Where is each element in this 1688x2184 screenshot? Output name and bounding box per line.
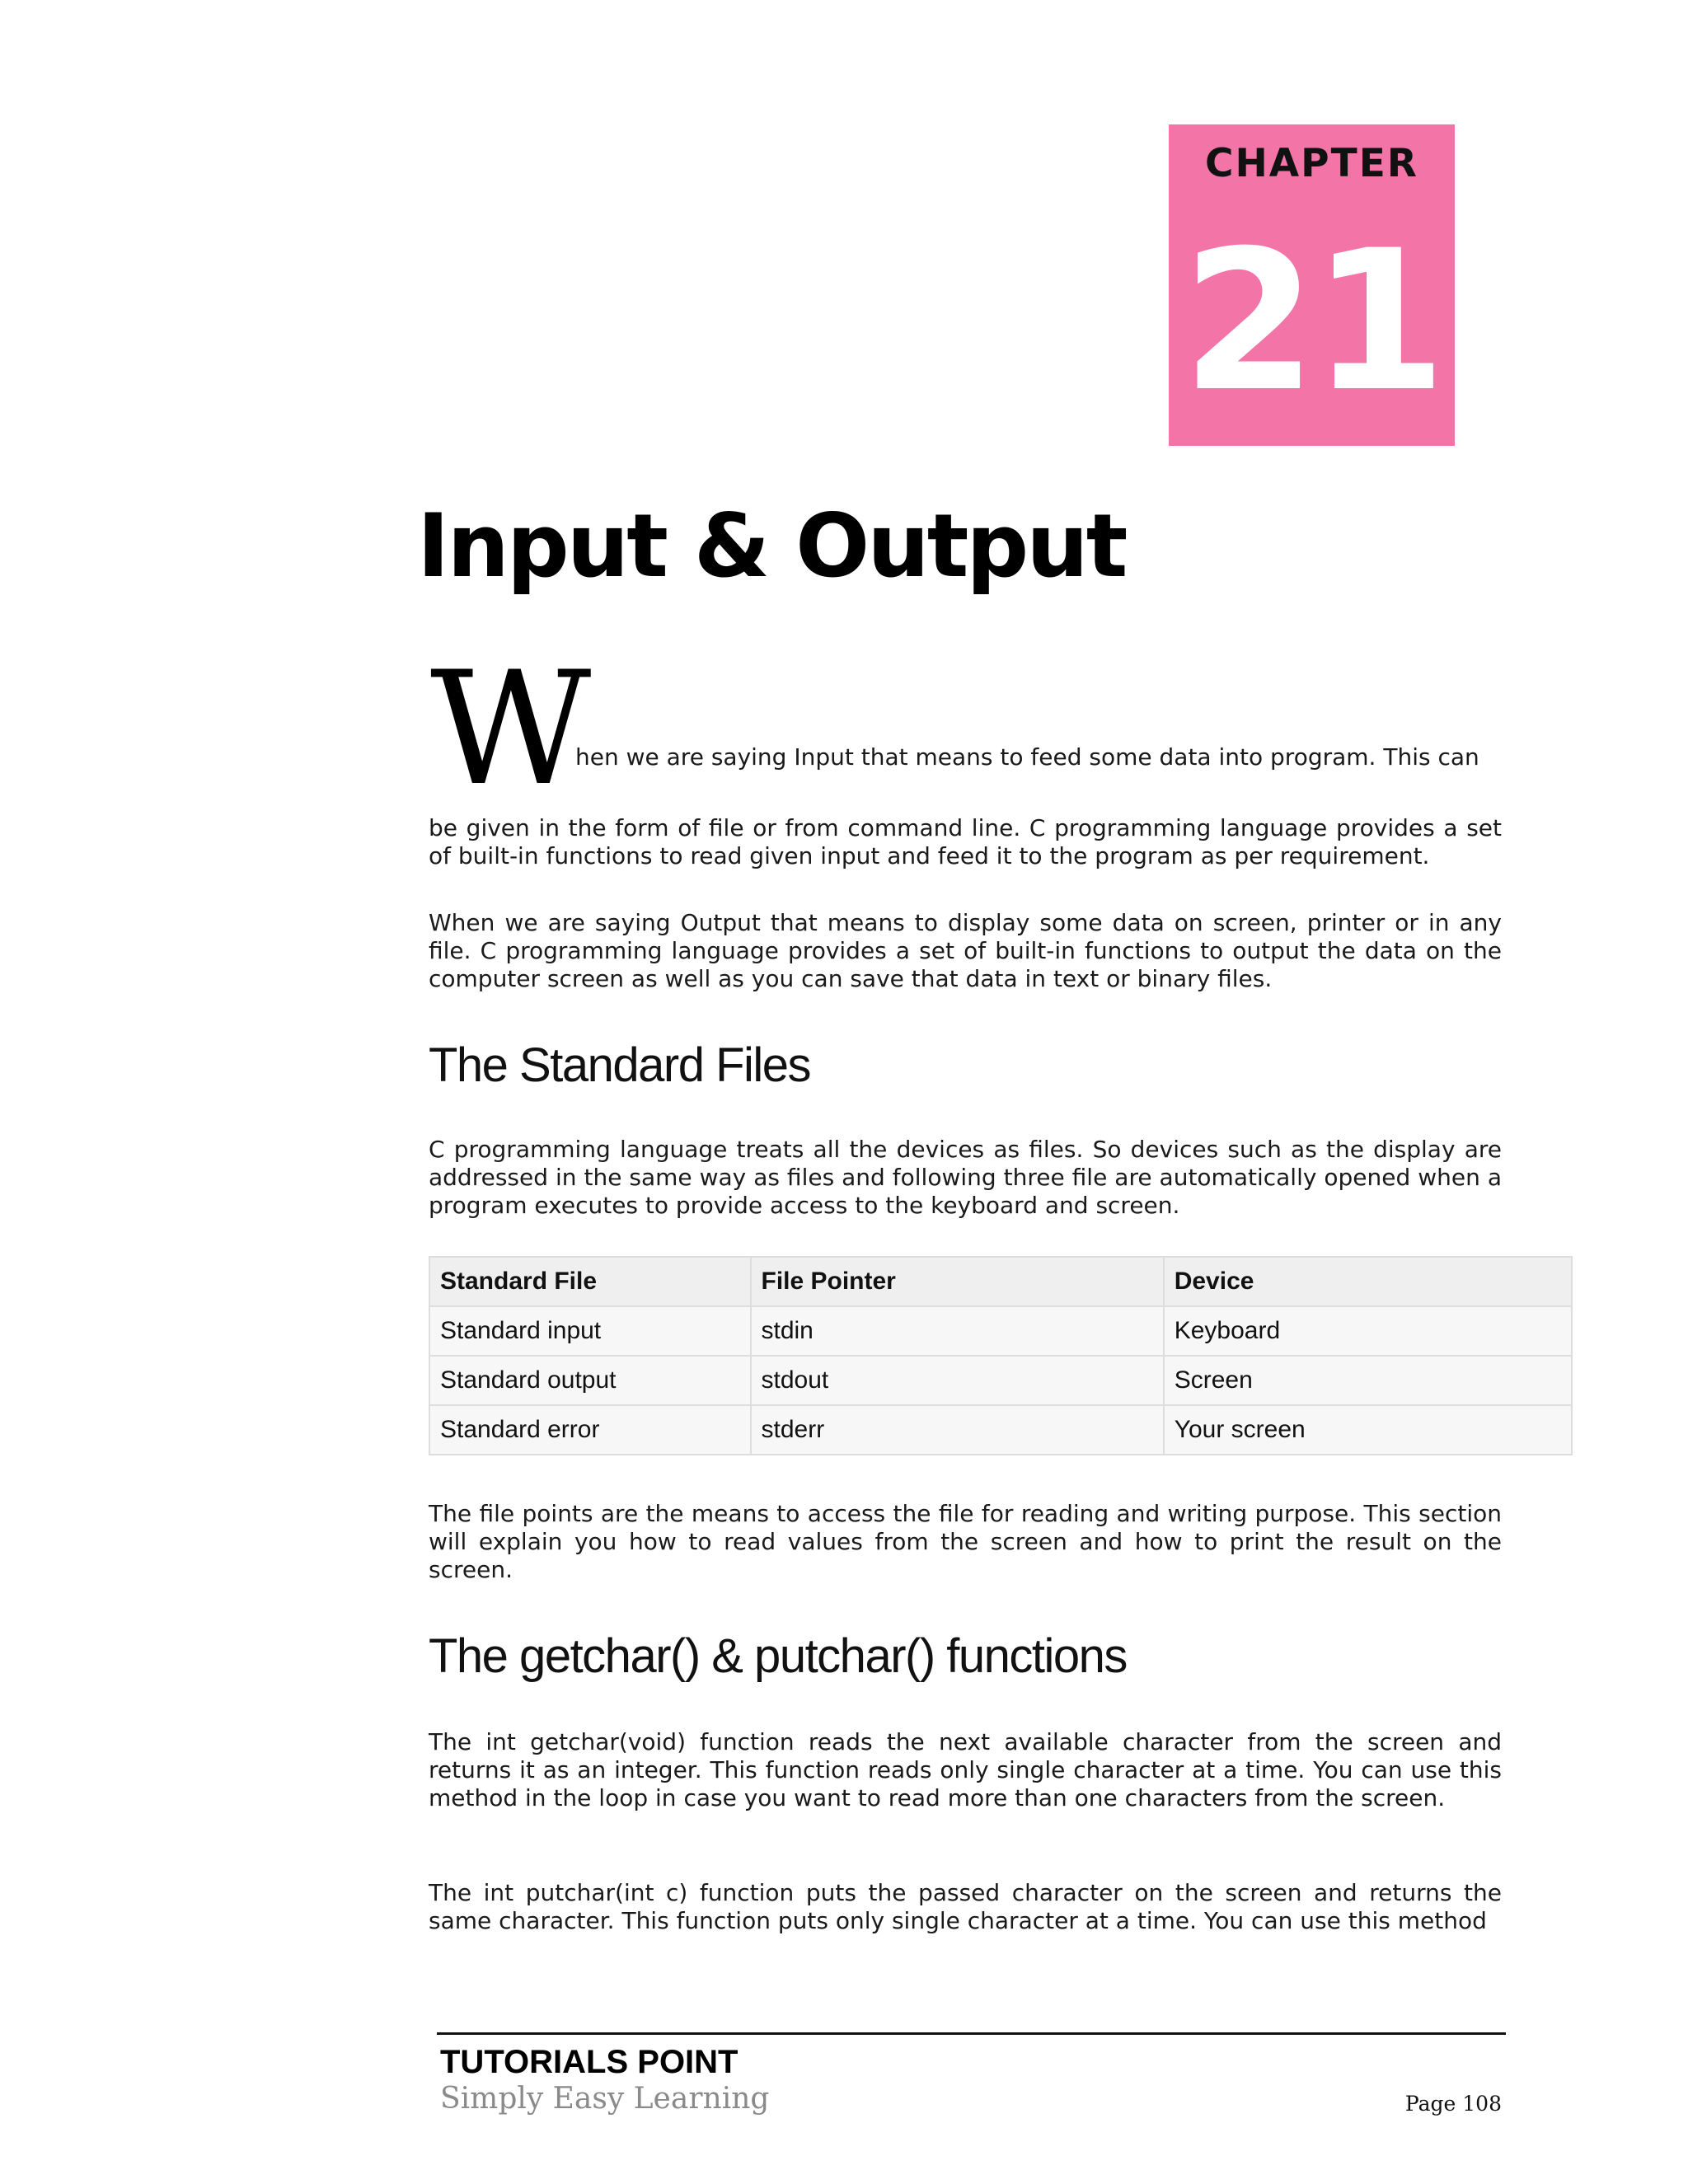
intro-paragraph: be given in the form of file or from command line. C programming language provides a set of built-in functions to read given input and feed it to the program as per requirement. (429, 814, 1502, 869)
table-header-cell: File Pointer (751, 1257, 1164, 1306)
page-number: Page 108 (1404, 2092, 1502, 2116)
table-cell: Screen (1164, 1356, 1572, 1405)
table-cell: stdout (751, 1356, 1164, 1405)
getchar-paragraph: The int getchar(void) function reads the next available character from the screen and returns it as an integer. This function reads only single character at a time. You can use this method in the loop in case you want to read more than one characters from the screen. (429, 1728, 1502, 1811)
standard-files-paragraph: C programming language treats all the devices as files. So devices such as the display are addressed in the same way as files and following three file are automatically opened when a program executes to provide access to the keyboard and screen. (429, 1136, 1502, 1219)
table-cell: Standard error (429, 1405, 751, 1455)
footer-tagline: Simply Easy Learning (440, 2082, 770, 2116)
output-paragraph: When we are saying Output that means to display some data on screen, printer or in any file. C programming language provides a set of built-in functions to output the data on the computer screen as well as you can save that data in text or binary files. (429, 909, 1502, 992)
table-row (429, 1306, 1572, 1356)
table-header-row (429, 1257, 1572, 1306)
table-cell: stdin (751, 1306, 1164, 1356)
table-cell: Keyboard (1164, 1306, 1572, 1356)
table-cell: stderr (751, 1405, 1164, 1455)
footer-divider (437, 2032, 1506, 2035)
table-header-cell: Standard File (429, 1257, 751, 1306)
footer-brand: TUTORIALS POINT (440, 2044, 738, 2080)
file-pointer-paragraph: The file points are the means to access the file for reading and writing purpose. This section will explain you how to read values from the screen and how to print the result on the screen. (429, 1500, 1502, 1583)
table-cell: Standard input (429, 1306, 751, 1356)
table-row (429, 1356, 1572, 1405)
standard-files-table (429, 1256, 1573, 1455)
putchar-paragraph: The int putchar(int c) function puts the passed character on the screen and returns the same character. This function puts only single character at a time. You can use this method (429, 1879, 1502, 1934)
table-cell: Standard output (429, 1356, 751, 1405)
section-heading-standard-files: The Standard Files (429, 1038, 811, 1092)
chapter-badge (1169, 124, 1455, 446)
chapter-label: CHAPTER (1204, 141, 1418, 186)
chapter-number: 21 (1181, 209, 1442, 434)
section-heading-getchar-putchar: The getchar() & putchar() functions (429, 1629, 1127, 1683)
intro-first-line: hen we are saying Input that means to feed some data into program. This can (575, 743, 1479, 771)
table-cell: Your screen (1164, 1405, 1572, 1455)
table-header-cell: Device (1164, 1257, 1572, 1306)
table-row (429, 1405, 1572, 1455)
page-title: Input & Output (417, 495, 1126, 597)
drop-cap: W (430, 638, 592, 820)
